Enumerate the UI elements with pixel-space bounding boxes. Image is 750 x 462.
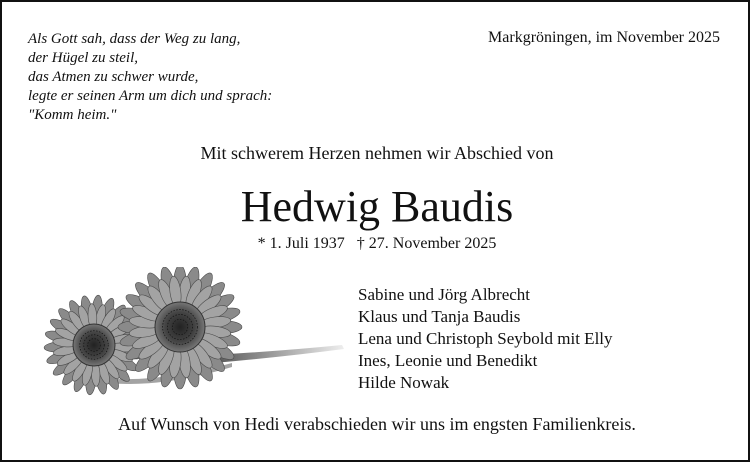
mourner-name: Lena und Christoph Seybold mit Elly: [358, 329, 613, 348]
flower-center: [73, 324, 115, 366]
life-dates: [2, 235, 750, 253]
place-date: Markgröningen, im November 2025: [488, 29, 720, 46]
mourner-name: Sabine und Jörg Albrecht: [358, 285, 531, 304]
poem-line: legte er seinen Arm um dich und sprach:: [28, 88, 273, 104]
mourner-name: Klaus und Tanja Baudis: [358, 307, 521, 326]
poem-line: Als Gott sah, dass der Weg zu lang,: [28, 31, 241, 47]
flower-right: [118, 267, 242, 389]
death-date: † 27. November 2025: [356, 235, 497, 252]
intro-text: Mit schwerem Herzen nehmen wir Abschied von: [200, 143, 554, 163]
mourner-name: Hilde Nowak: [358, 373, 450, 392]
poem: [28, 30, 272, 125]
birth-date: * 1. Juli 1937: [257, 235, 345, 252]
deceased-name: Hedwig Baudis: [240, 182, 514, 231]
mourners-list: [358, 284, 613, 394]
gerbera-flowers-icon: [32, 267, 352, 397]
poem-line: der Hügel zu steil,: [28, 50, 138, 66]
poem-line: das Atmen zu schwer wurde,: [28, 69, 199, 85]
poem-line: "Komm heim.": [28, 107, 117, 123]
mourner-name: Ines, Leonie und Benedikt: [358, 351, 538, 370]
closing-text: Auf Wunsch von Hedi verabschieden wir uns im engsten Familienkreis.: [118, 414, 636, 434]
